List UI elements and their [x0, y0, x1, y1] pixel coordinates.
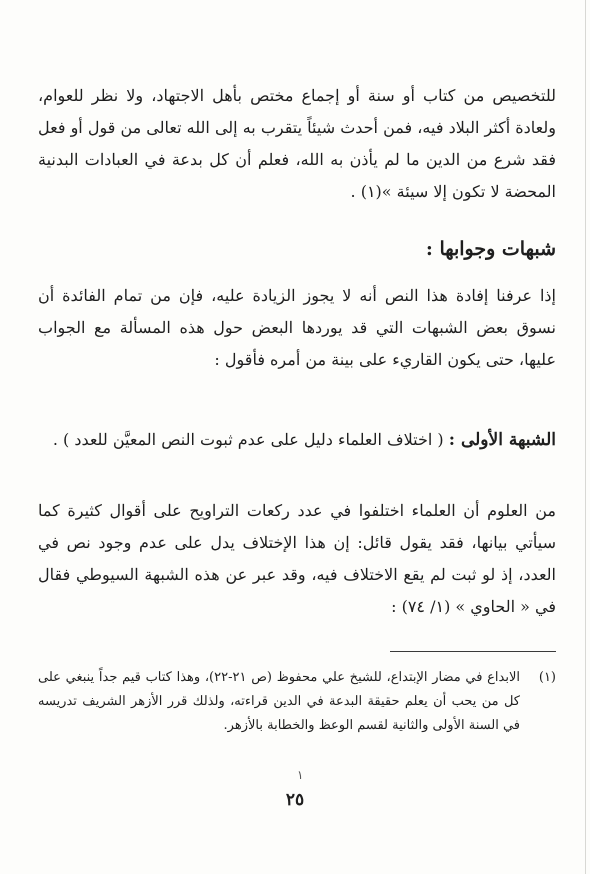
paragraph-answer: من العلوم أن العلماء اختلفوا في عدد ركعات التراويح على أقوال كثيرة كما سيأتي بيانها، فقد يقول قائل: إن هذا الإختلاف يدل على عدم وجود نص في العدد، إذ لو ثبت لم يقع الاختلاف فيه، وقد عبر عن هذه الشبهة السيوطي فقال في « الحاوي » (١/ ٧٤) :	[38, 501, 556, 616]
paragraph-shubuhat-text: إذا عرفنا إفادة هذا النص أنه لا يجوز الزيادة عليه، فإن من تمام الفائدة أن نسوق بعض الشبهات التي قد يوردها البعض حول هذه المسألة مع الجواب عليها، حتى يكون القاريء على بينة من أمره فأقول :	[38, 286, 556, 369]
footnote-separator	[390, 651, 556, 652]
first-question-text: ( اختلاف العلماء دليل على عدم ثبوت النص المعيَّن للعدد ) .	[52, 430, 444, 449]
footnote-number: (١)	[538, 670, 556, 685]
page-edge-divider	[585, 0, 586, 874]
signature-mark: ١	[297, 768, 304, 782]
first-question-title: الشبهة الأولى :	[448, 430, 556, 450]
first-question	[38, 424, 556, 456]
paragraph-shubuhat	[38, 280, 556, 376]
page-number: ٢٥	[285, 790, 305, 810]
footnote-text: الابداع في مضار الإبتداع، للشيخ علي محفوظ (ص ٢١-٢٢)، وهذا كتاب قيم جداً ينبغي على كل من يحب أن يعلم حقيقة البدعة في الدين قراءته، ولذلك قرر الأزهر الشريف تدريسه في السنة الأولى والثانية لقسم الوعظ والخطابة بالأزهر.	[38, 670, 521, 733]
section-heading: شبهات وجوابها :	[425, 238, 556, 260]
paragraph-intro: للتخصيص من كتاب أو سنة أو إجماع مختص بأهل الاجتهاد، ولا نظر للعوام، ولعادة أكثر البلاد فيه، فمن أحدث شيئاً يتقرب به إلى الله تعالى من قول أو فعل فقد شرع من الدين ما لم يأذن به الله، فعلم أن كل بدعة في العبادات البدنية المحضة لا تكون إلا سيئة »(١) .	[38, 86, 556, 201]
